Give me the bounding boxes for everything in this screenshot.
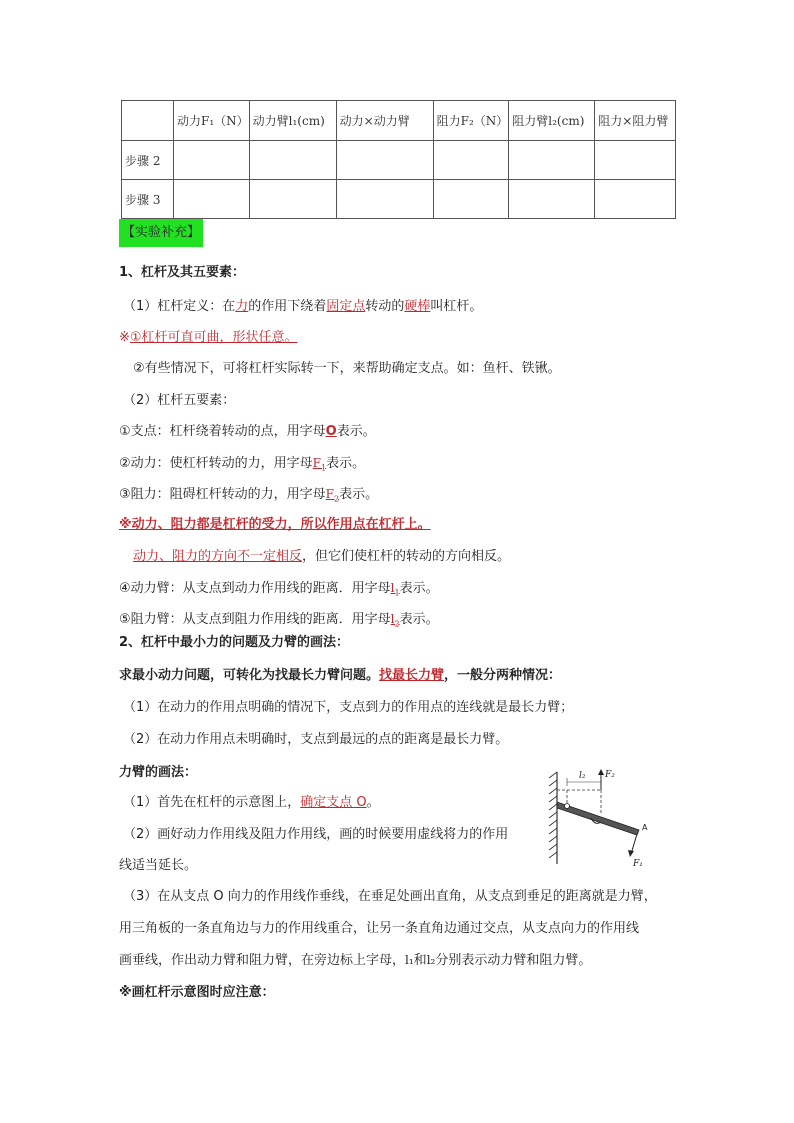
symbol-subscript: 1 [394,588,400,598]
element-text: ③阻力：阻碍杠杆转动的力，用字母 [119,487,326,502]
step-1 [123,794,380,812]
symbol-l2 [390,612,400,629]
element-fulcrum [119,423,376,441]
step-3-line1: （3）在从支点 O 向力的作用线作垂线，在垂足处画出直角，从支点到垂足的距离就是力臂， [123,889,657,904]
table-header-cell: 动力F₁（N） [174,101,250,141]
min-force-intro [119,667,561,685]
table-cell [433,141,509,180]
min-force-text: 求最小动力问题，可转化为找最长力臂问题。 [119,668,380,683]
table-row [122,141,676,180]
note-direction-red: 动力、阻力的方向不一定相反 [133,549,303,564]
table-cell [509,180,595,219]
label-a: A [642,823,648,832]
table-header-cell: 阻力臂l₂(cm) [509,101,595,141]
case-2: （2）在动力作用点未明确时，支点到最远的点的距离是最长力臂。 [123,732,509,747]
element-text: 表示。 [399,581,439,596]
step-3-line2: 用三角板的一条直角边与力的作用线重合，让另一条直角边通过交点，从支点向力的作用线 [119,921,640,936]
keyword-longest-arm: 找最长力臂 [379,668,445,683]
element-text: ⑤阻力臂：从支点到阻力作用线的距离．用字母 [119,612,391,627]
element-text: ②动力：使杠杆转动的力，用字母 [119,456,313,471]
case-1: （1）在动力的作用点明确的情况下，支点到力的作用点的连线就是最长力臂； [123,700,574,715]
label-f2: F₂ [605,770,615,780]
table-header-cell: 阻力×阻力臂 [595,101,676,141]
element-text: 表示。 [336,424,376,439]
five-elements-title: （2）杠杆五要素： [123,393,236,408]
table-cell [249,141,336,180]
lever-diagram [545,768,665,868]
step-text: 和 [413,953,427,968]
section2-title: 2、杠杆中最小力的问题及力臂的画法： [119,635,350,650]
table-cell [509,141,595,180]
drawing-method-title: 力臂的画法： [119,765,198,780]
table-header-cell: 动力×动力臂 [336,101,433,141]
keyword-fixed-point: 固定点 [326,299,366,314]
definition-text: （1）杠杆定义：在 [123,299,236,314]
table-row [122,180,676,219]
step-text: 画垂线，作出动力臂和阻力臂，在旁边标上字母， [119,953,406,968]
note-rotate: ②有些情况下，可将杠杆实际转一下，来帮助确定支点。如：鱼杆、铁锹。 [133,361,561,376]
note-direction-rest: ，但它们使杠杆的转动的方向相反。 [302,549,511,564]
table-cell [174,180,250,219]
table-cell [595,141,676,180]
force-f1-arrow [628,834,643,868]
symbol-l1: l₁ [405,953,414,967]
symbol-letter: F [312,456,321,470]
step-text: 。 [366,795,380,810]
element-resistance-arm [119,610,439,633]
element-text: ①支点：杠杆绕着转动的点，用字母 [119,424,326,439]
element-text: 表示。 [326,456,366,471]
step-2-line1: （2）画好动力作用线及阻力作用线，画的时候要用虚线将力的作用 [123,827,509,842]
symbol-subscript: 2 [333,494,340,504]
experiment-supplement-tag: 【实验补充】 [119,219,203,247]
table-header-cell [122,101,174,141]
table-header-cell: 阻力F₂（N） [433,101,509,141]
element-power [119,454,365,477]
definition-text: 的作用下绕着 [248,299,327,314]
note-shape [119,329,298,347]
step-3-line3 [119,951,591,970]
symbol-l1 [390,581,400,598]
symbol-subscript: 1 [320,463,327,473]
note-direction [133,548,510,566]
element-text: ④动力臂：从支点到动力作用线的距离．用字母 [119,581,391,596]
lever-definition [123,298,482,316]
symbol-f1 [312,456,327,473]
table-header-row [122,101,676,141]
table-cell [249,180,336,219]
symbol-subscript: 2 [394,619,400,629]
note-force-on-lever: ※动力、阻力都是杠杆的受力，所以作用点在杠杆上。 [119,517,431,532]
section1-title: 1、杠杆及其五要素： [119,265,246,280]
keyword-force: 力 [235,299,249,314]
table-cell [174,141,250,180]
symbol-f2 [325,487,340,504]
table-row-label: 步骤 3 [122,180,174,219]
symbol-l2: l₂ [426,953,436,967]
definition-text: 叫杠杆。 [430,299,483,314]
step-text: （1）首先在杠杆的示意图上， [123,795,301,810]
table-cell [433,180,509,219]
table-cell [336,141,433,180]
element-resistance [119,485,378,508]
element-power-arm [119,579,439,602]
wall [549,772,557,864]
force-f2-arrow [598,769,615,790]
note-text: ①杠杆可直可曲，形状任意。 [129,330,298,345]
symbol-letter: l [390,581,395,595]
min-force-text: ，一般分两种情况： [444,668,562,683]
definition-text: 转动的 [365,299,405,314]
table-row-label: 步骤 2 [122,141,174,180]
drawing-note-title: ※画杠杆示意图时应注意： [119,985,275,1000]
symbol-o: O [325,424,337,439]
step-2-line2: 线适当延长。 [119,858,198,873]
label-f1: F₁ [633,859,643,868]
table-cell [336,180,433,219]
table-header-cell: 动力臂l₁(cm) [249,101,336,141]
table-cell [595,180,676,219]
lever-rod [557,802,639,835]
step-text: 分别表示动力臂和阻力臂。 [435,953,592,968]
element-text: 表示。 [339,487,379,502]
keyword-fulcrum: 确定支点 O [300,795,367,810]
symbol-letter: F [325,487,334,501]
data-table [121,100,676,219]
label-l2: l₂ [579,771,586,781]
symbol-letter: l [390,612,395,626]
keyword-rigid-rod: 硬棒 [404,299,431,314]
element-text: 表示。 [399,612,439,627]
note-mark: ※ [119,330,130,345]
